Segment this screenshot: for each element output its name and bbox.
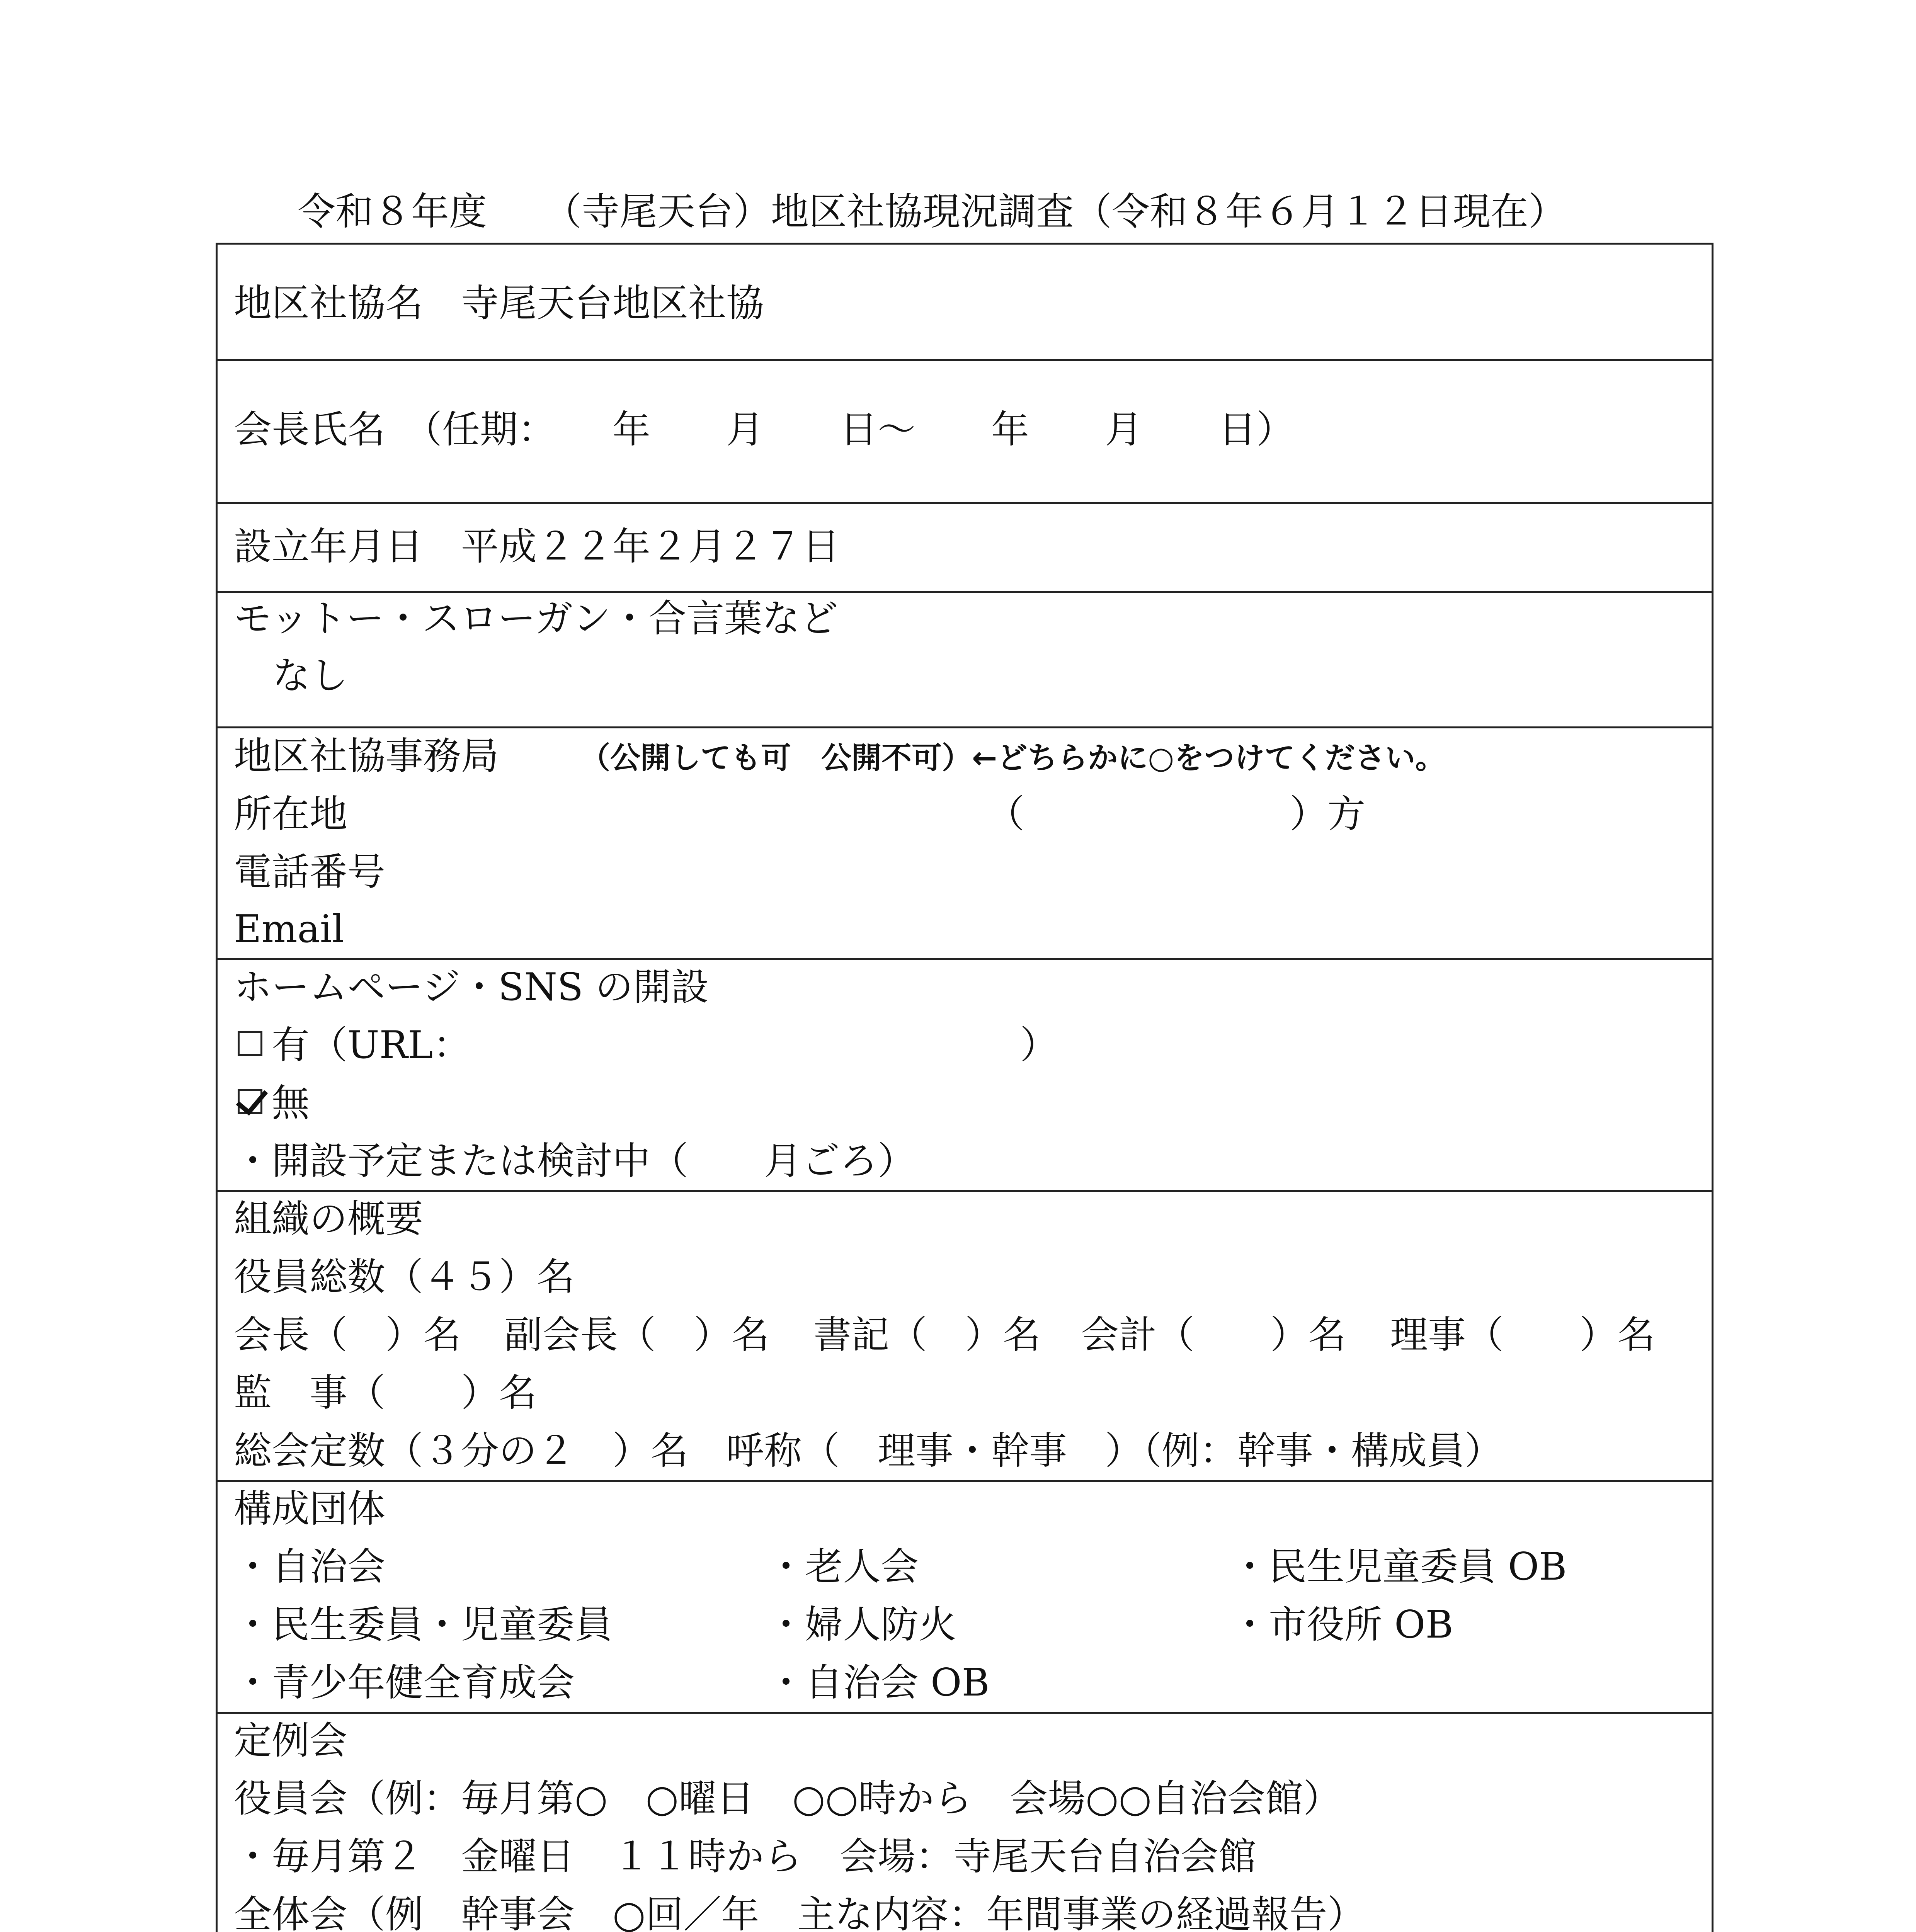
member-groups-label: 構成団体 [234,1487,386,1531]
website-yes-checkbox[interactable] [238,1031,262,1056]
regular-meetings-label: 定例会 [234,1719,348,1763]
organization-label: 組織の概要 [234,1197,424,1241]
officers-meeting-example: 役員会（例：毎月第○ ○曜日 ○○時から 会場○○自治会館） [234,1777,1341,1821]
founding-date: 設立年月日 平成２２年２月２７日 [234,525,840,569]
member-group-item: ・婦人防火 [767,1603,957,1647]
role-secretary-count: 書記（ ）名 [813,1313,1041,1357]
row-divider [218,726,1712,728]
district-council-name: 地区社協名 寺尾天台地区社協 [234,281,764,325]
member-group-item: ・自治会 [234,1545,386,1589]
chair-name-term: 会長氏名 （任期： 年 月 日～ 年 月 日） [234,408,1295,452]
member-group-item: ・老人会 [767,1545,919,1589]
row-divider [218,1480,1712,1482]
general-assembly-quorum: 総会定数（３分の２ ）名 呼称（ 理事・幹事 ）（例：幹事・構成員） [234,1429,1503,1473]
member-group-item: ・市役所 OB [1231,1603,1453,1647]
office-label: 地区社協事務局 [234,734,499,778]
officers-meeting-value: ・毎月第２ 金曜日 １１時から 会場：寺尾天台自治会館 [234,1835,1257,1879]
website-plan: ・開設予定または検討中（ 月ごろ） [234,1139,916,1183]
role-treasurer-count: 会計（ ）名 [1081,1313,1346,1357]
phone-label: 電話番号 [234,850,386,894]
member-group-item: ・青少年健全育成会 [234,1661,575,1705]
member-group-item: ・自治会 OB [767,1661,990,1705]
member-group-item: ・民生児童委員 OB [1231,1545,1567,1589]
website-label: ホームページ・SNS の開設 [234,965,709,1009]
document-title: 令和８年度 （寺尾天台）地区社協現況調査（令和８年６月１２日現在） [298,190,1567,234]
row-divider [218,359,1712,361]
website-no-checkbox[interactable] [238,1089,262,1114]
email-label: Email [234,907,344,951]
motto-label: モットー・スローガン・合言葉など [234,597,838,641]
website-yes-option: 有（URL： ） [272,1023,1058,1067]
role-director-count: 理事（ ）名 [1390,1313,1656,1357]
row-divider [218,1190,1712,1192]
address-name-paren: （ ）方 [987,792,1366,836]
role-chair-count: 会長（ ）名 [234,1313,461,1357]
address-label: 所在地 [234,792,348,836]
role-vice-chair-count: 副会長（ ）名 [504,1313,770,1357]
disclosure-notice: （公開しても可 公開不可）←どちらかに○をつけてください。 [580,741,1446,776]
survey-form-table [216,243,1714,1932]
auditor-count: 監 事（ ）名 [234,1371,537,1415]
member-group-item: ・民生委員・児童委員 [234,1603,613,1647]
general-meeting-example: 全体会（例 幹事会 ○回／年 主な内容：年間事業の経過報告） [234,1893,1365,1932]
row-divider [218,1712,1712,1714]
website-no-option: 無 [272,1081,310,1125]
motto-value: なし [272,654,349,698]
row-divider [218,502,1712,504]
total-officers: 役員総数（４５）名 [234,1255,575,1299]
